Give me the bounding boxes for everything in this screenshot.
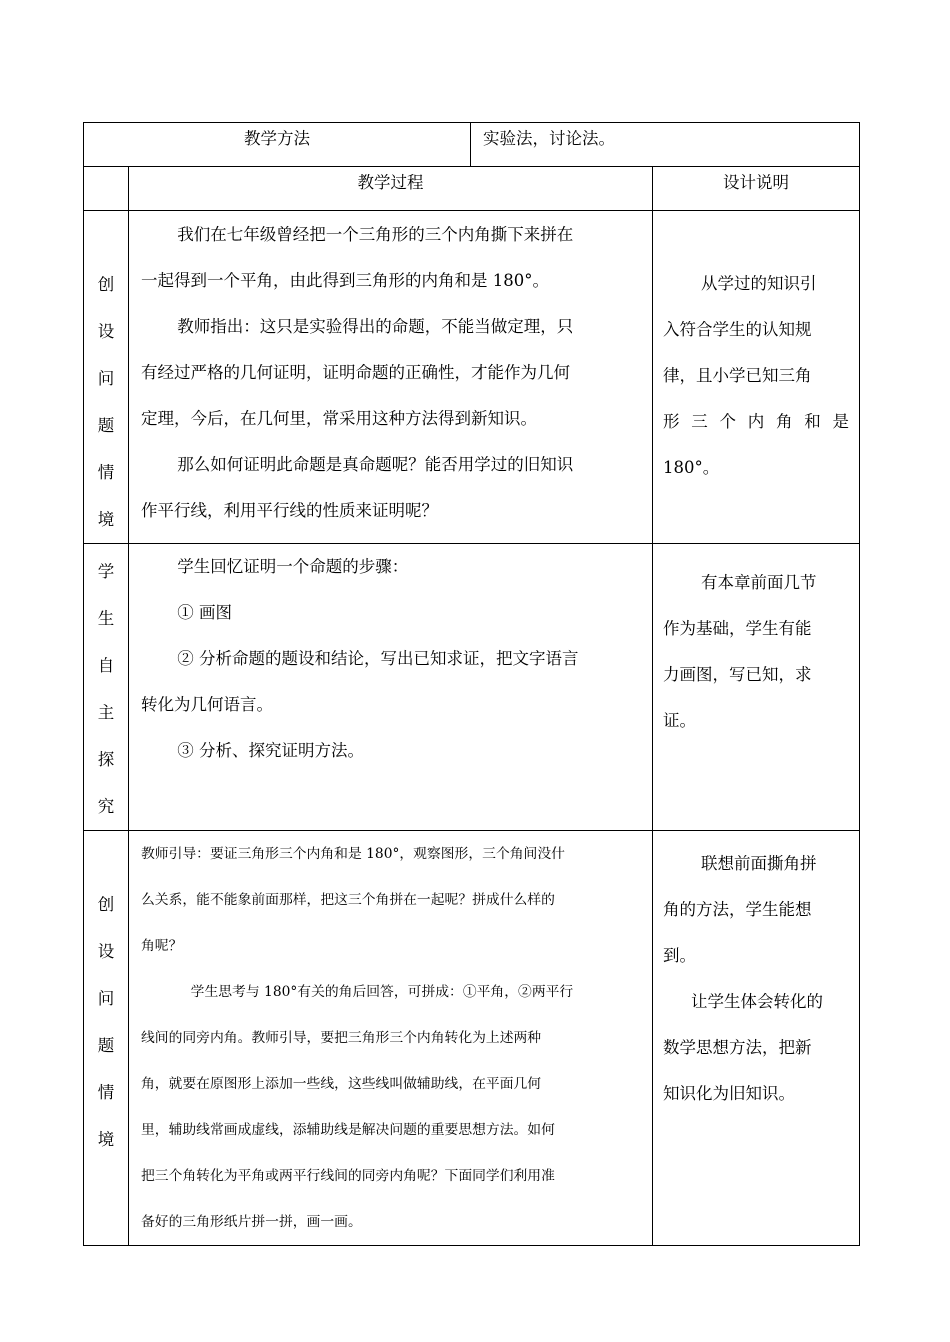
stage-char: 境 (97, 510, 115, 529)
process-cell (129, 211, 653, 544)
stage-char: 探 (97, 750, 115, 769)
method-value: 实验法，讨论法。 (471, 123, 860, 167)
process-line: ② 分析命题的题设和结论，写出已知求证，把文字语言 (177, 649, 579, 668)
process-cell (129, 831, 653, 1246)
stage-char: 究 (97, 797, 115, 816)
lesson-plan-table (83, 122, 860, 1246)
process-line: ① 画图 (177, 603, 233, 622)
design-line: 有本章前面几节 (700, 573, 817, 592)
process-line: 备好的三角形纸片拼一拼，画一画。 (141, 1214, 362, 1230)
table-row (84, 211, 860, 544)
table-row (84, 831, 860, 1246)
design-line: 让学生体会转化的 (691, 992, 824, 1011)
design-line: 从学过的知识引 (700, 274, 817, 293)
process-line: 学生思考与 180°有关的角后回答，可拼成：①平角，②两平行 (190, 984, 574, 1000)
design-line: 作为基础，学生有能 (663, 619, 812, 638)
design-line: 力画图，写已知，求 (663, 665, 812, 684)
process-line: 定理，今后，在几何里，常采用这种方法得到新知识。 (141, 409, 537, 428)
process-line: 把三个角转化为平角或两平行线间的同旁内角呢？下面同学们利用准 (141, 1168, 555, 1184)
stage-char: 学 (97, 562, 115, 581)
method-row (84, 123, 860, 167)
stage-char: 情 (97, 1083, 115, 1102)
stage-cell (84, 831, 129, 1246)
design-cell (653, 831, 860, 1246)
process-line: 作平行线，利用平行线的性质来证明呢？ (141, 501, 438, 520)
design-line: 角的方法，学生能想 (663, 900, 812, 919)
design-cell (653, 211, 860, 544)
stage-char: 题 (97, 416, 115, 435)
design-cell (653, 544, 860, 831)
process-line: ③ 分析、探究证明方法。 (177, 741, 365, 760)
design-line: 形 三 个 内 角 和 是 (663, 412, 849, 431)
stage-char: 题 (97, 1036, 115, 1055)
stage-char: 生 (97, 609, 115, 628)
process-header: 教学过程 (129, 167, 653, 211)
process-line: 一起得到一个平角，由此得到三角形的内角和是 180°。 (141, 271, 549, 290)
design-line: 入符合学生的认知规 (663, 320, 812, 339)
design-header: 设计说明 (653, 167, 860, 211)
stage-char: 情 (97, 463, 115, 482)
design-line: 知识化为旧知识。 (663, 1084, 795, 1103)
design-line: 律，且小学已知三角 (663, 366, 812, 385)
column-header-row (84, 167, 860, 211)
design-line: 180°。 (663, 458, 720, 477)
process-line: 角，就要在原图形上添加一些线，这些线叫做辅助线，在平面几何 (141, 1076, 542, 1092)
stage-char: 问 (97, 369, 115, 388)
design-line: 到。 (663, 946, 696, 965)
process-line: 么关系，能不能象前面那样，把这三个角拼在一起呢？拼成什么样的 (141, 892, 555, 908)
process-line: 教师指出：这只是实验得出的命题，不能当做定理，只 (177, 317, 574, 336)
stage-cell (84, 211, 129, 544)
stage-char: 设 (97, 322, 115, 341)
process-line: 里，辅助线常画成虚线，添辅助线是解决问题的重要思想方法。如何 (141, 1122, 555, 1138)
process-line: 线间的同旁内角。教师引导，要把三角形三个内角转化为上述两种 (141, 1030, 542, 1046)
process-line: 那么如何证明此命题是真命题呢？能否用学过的旧知识 (177, 455, 574, 474)
process-cell (129, 544, 653, 831)
stage-char: 自 (97, 656, 115, 675)
stage-char: 问 (97, 989, 115, 1008)
process-line: 角呢？ (141, 938, 183, 954)
process-line: 我们在七年级曾经把一个三角形的三个内角撕下来拼在 (177, 225, 574, 244)
stage-char: 创 (97, 275, 115, 294)
process-line: 教师引导：要证三角形三个内角和是 180°，观察图形，三个角间没什 (141, 846, 565, 862)
design-line: 证。 (663, 711, 696, 730)
process-line: 学生回忆证明一个命题的步骤： (177, 557, 409, 576)
design-line: 联想前面撕角拼 (700, 854, 817, 873)
method-label: 教学方法 (84, 123, 471, 167)
table-row (84, 544, 860, 831)
stage-char: 创 (97, 895, 115, 914)
stage-char: 设 (97, 942, 115, 961)
design-line: 数学思想方法，把新 (663, 1038, 812, 1057)
process-line: 转化为几何语言。 (141, 695, 273, 714)
stage-char: 主 (97, 703, 115, 722)
process-line: 有经过严格的几何证明，证明命题的正确性，才能作为几何 (141, 363, 570, 382)
stage-char: 境 (97, 1130, 115, 1149)
stage-header-empty (84, 167, 129, 211)
stage-cell (84, 544, 129, 831)
